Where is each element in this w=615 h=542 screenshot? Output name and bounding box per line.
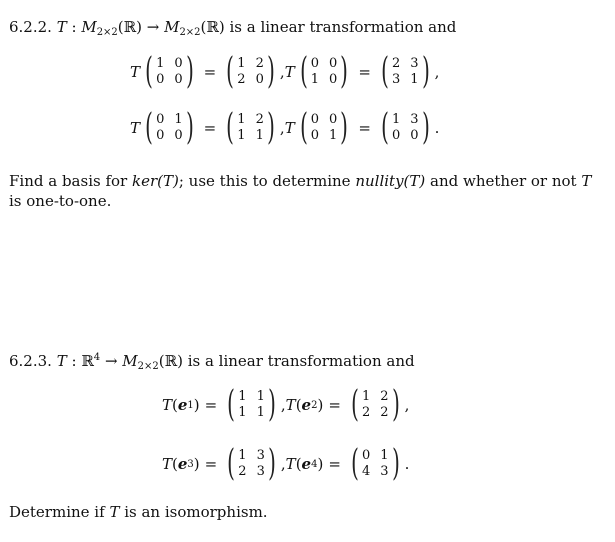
- matrix-entry: 0: [156, 112, 165, 127]
- matrix-entry: 1: [361, 389, 371, 404]
- matrix-entries: [392, 56, 419, 88]
- punctuation: ,: [279, 119, 285, 137]
- punctuation: ,: [280, 396, 286, 414]
- matrix-entry: 0: [156, 128, 165, 143]
- matrix: [224, 385, 279, 425]
- matrix-entry: 1: [156, 56, 165, 71]
- matrix-entries: [238, 448, 265, 480]
- matrix-entries: [311, 56, 338, 88]
- matrix: [224, 444, 279, 484]
- operator-T: T: [285, 455, 296, 473]
- punctuation: ,: [404, 396, 410, 414]
- left-paren: (: [226, 107, 235, 148]
- matrix: [142, 108, 197, 148]
- matrix: [142, 52, 197, 92]
- matrix-entry: 4: [361, 464, 371, 479]
- right-paren: ): [193, 455, 200, 473]
- index: 2: [311, 399, 318, 411]
- matrix-entries: [237, 56, 264, 88]
- matrix: [223, 108, 278, 148]
- matrix-entry: 1: [238, 448, 247, 463]
- matrix-entry: 1: [380, 448, 389, 463]
- equation-row-2: [130, 108, 439, 148]
- equation-row-1: [130, 52, 439, 92]
- operator-T: T: [162, 455, 173, 473]
- operator-T: T: [284, 63, 295, 81]
- left-paren: (: [172, 396, 178, 414]
- basis-vector: e: [301, 455, 312, 473]
- matrix-entries: [311, 112, 338, 144]
- matrix-entries: [362, 389, 389, 421]
- matrix: [297, 52, 352, 92]
- basis-vector: e: [177, 455, 188, 473]
- matrix-entry: 1: [238, 389, 247, 404]
- matrix-entry: 1: [256, 389, 265, 404]
- matrix-entry: 1: [238, 405, 247, 420]
- left-paren: (: [227, 443, 236, 484]
- problem-number: 6.2.2.: [9, 18, 52, 36]
- index: 3: [187, 458, 194, 470]
- right-paren: ): [340, 107, 349, 148]
- equals-sign: =: [328, 396, 341, 414]
- right-paren: ): [268, 443, 276, 484]
- right-paren: ): [421, 107, 430, 148]
- matrix-entry: 2: [380, 405, 389, 420]
- matrix-entry: 3: [391, 72, 401, 87]
- problem-number: 6.2.3.: [9, 352, 52, 370]
- problem-623-statement: 6.2.3. T : ℝ$^4$ → $M_{2\times 2}(ℝ)$ is a linear transformation and: [9, 352, 415, 372]
- right-paren: ): [317, 455, 324, 473]
- matrix-entry: 0: [174, 128, 183, 143]
- right-paren: ): [267, 107, 275, 148]
- right-paren: ): [391, 443, 400, 484]
- right-paren: ): [391, 384, 400, 425]
- matrix-entry: 0: [174, 72, 183, 87]
- matrix-entry: 1: [256, 405, 265, 420]
- left-paren: (: [351, 384, 359, 425]
- operator-T: T: [130, 63, 141, 81]
- problem-622-question: Find a basis for ker(T); use this to determine nullity(T) and whether or not T: [9, 172, 592, 190]
- matrix-entry: 0: [255, 72, 264, 87]
- punctuation: ,: [280, 455, 286, 473]
- left-paren: (: [381, 51, 389, 92]
- matrix-entries: [237, 112, 264, 144]
- equals-sign: =: [358, 63, 371, 81]
- right-paren: ): [340, 51, 349, 92]
- matrix-entry: 1: [391, 112, 401, 127]
- matrix-entry: 1: [329, 128, 338, 143]
- right-paren: ): [268, 384, 276, 425]
- problem-622-question-cont: is one-to-one.: [9, 192, 112, 210]
- index: 4: [311, 458, 318, 470]
- left-paren: (: [145, 51, 153, 92]
- matrix-entry: 0: [156, 72, 165, 87]
- right-paren: ): [185, 51, 194, 92]
- matrix-entry: 0: [329, 56, 338, 71]
- matrix-entry: 3: [380, 464, 389, 479]
- matrix-entries: [392, 112, 419, 144]
- equals-sign: =: [203, 63, 217, 81]
- matrix-entry: 1: [237, 112, 246, 127]
- index: 1: [187, 399, 194, 411]
- left-paren: (: [295, 396, 302, 414]
- matrix-entry: 2: [391, 56, 401, 71]
- equals-sign: =: [203, 119, 217, 137]
- matrix-entry: 2: [255, 56, 264, 71]
- left-paren: (: [172, 455, 178, 473]
- matrix-entries: [362, 448, 389, 480]
- right-paren: ): [267, 51, 275, 92]
- left-paren: (: [351, 443, 359, 484]
- matrix: [297, 108, 352, 148]
- matrix: [378, 52, 433, 92]
- matrix-entry: 1: [174, 112, 183, 127]
- problem-623-question: Determine if T is an isomorphism.: [9, 503, 268, 521]
- matrix-entry: 3: [256, 464, 265, 479]
- left-paren: (: [227, 384, 236, 425]
- matrix-entry: 2: [361, 405, 371, 420]
- left-paren: (: [145, 107, 153, 148]
- punctuation: ,: [279, 63, 285, 81]
- matrix-entry: 1: [237, 128, 246, 143]
- matrix: [348, 444, 403, 484]
- matrix-entry: 3: [256, 448, 265, 463]
- operator-T: T: [162, 396, 173, 414]
- matrix-entry: 0: [410, 128, 419, 143]
- matrix-entry: 0: [310, 128, 320, 143]
- matrix-entry: 3: [410, 56, 419, 71]
- left-paren: (: [299, 107, 308, 148]
- right-paren: ): [317, 396, 324, 414]
- equals-sign: =: [358, 119, 371, 137]
- matrix-entry: 0: [361, 448, 371, 463]
- matrix-entry: 0: [310, 112, 320, 127]
- matrix: [378, 108, 433, 148]
- basis-vector: e: [177, 396, 188, 414]
- operator-T: T: [130, 119, 141, 137]
- matrix-entries: [156, 112, 183, 144]
- matrix-entry: 0: [310, 56, 320, 71]
- left-paren: (: [226, 51, 235, 92]
- matrix-entry: 2: [380, 389, 389, 404]
- matrix: [348, 385, 403, 425]
- matrix-entry: 1: [410, 72, 419, 87]
- matrix-entry: 2: [255, 112, 264, 127]
- left-paren: (: [299, 51, 308, 92]
- equals-sign: =: [328, 455, 341, 473]
- left-paren: (: [381, 107, 389, 148]
- punctuation: .: [404, 455, 410, 473]
- matrix-entry: 2: [238, 464, 247, 479]
- basis-vector: e: [301, 396, 312, 414]
- punctuation: ,: [434, 63, 440, 81]
- operator-T: T: [285, 396, 296, 414]
- matrix: [223, 52, 278, 92]
- matrix-entry: 0: [391, 128, 401, 143]
- punctuation: .: [434, 119, 440, 137]
- matrix-entry: 0: [329, 72, 338, 87]
- matrix-entry: 1: [255, 128, 264, 143]
- matrix-entries: [156, 56, 183, 88]
- equation-row-4: [162, 444, 409, 484]
- equals-sign: =: [204, 455, 218, 473]
- matrix-entry: 0: [329, 112, 338, 127]
- left-paren: (: [295, 455, 302, 473]
- operator-T: T: [284, 119, 295, 137]
- right-paren: ): [185, 107, 194, 148]
- equals-sign: =: [204, 396, 218, 414]
- equation-row-3: [162, 385, 409, 425]
- matrix-entries: [238, 389, 265, 421]
- matrix-entry: 1: [310, 72, 320, 87]
- problem-622-statement: 6.2.2. T : $M_{2\times 2}(ℝ)$ → $M_{2\times 2}(ℝ)$ is a linear transformation and: [9, 18, 457, 38]
- matrix-entry: 1: [237, 56, 246, 71]
- matrix-entry: 3: [410, 112, 419, 127]
- matrix-entry: 0: [174, 56, 183, 71]
- matrix-entry: 2: [237, 72, 246, 87]
- right-paren: ): [421, 51, 430, 92]
- right-paren: ): [193, 396, 200, 414]
